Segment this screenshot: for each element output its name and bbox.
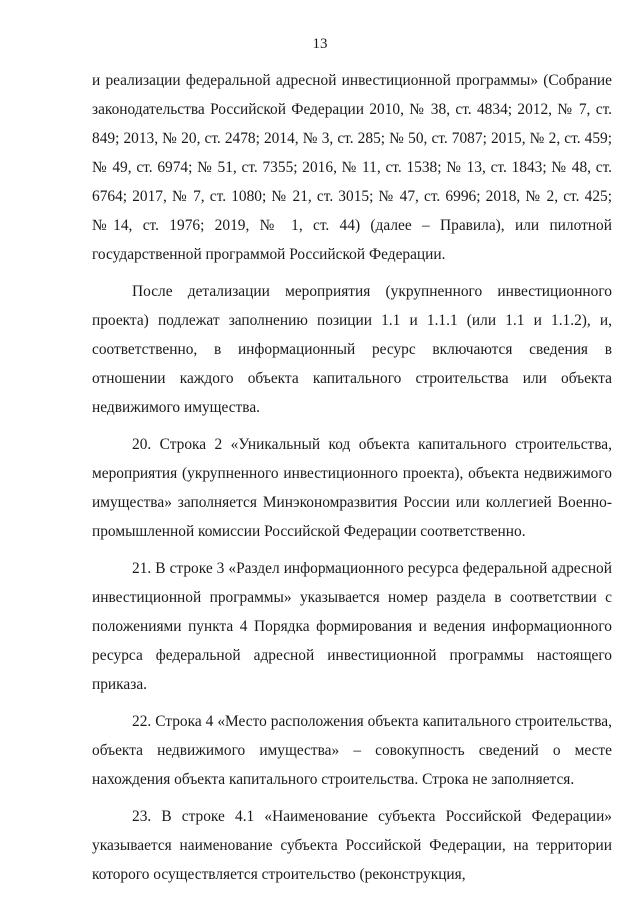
paragraph-detailing: После детализации мероприятия (укрупненного инвестиционного проекта) подлежат заполнению позиции 1.1 и 1.1.1 (или 1.1 и 1.1.2), и, соответственно, в информационный ресурс включаются сведения в отношении каждого объекта капитального строительства или объекта недвижимого имущества.: [92, 283, 612, 416]
paragraph-item-20: 20. Строка 2 «Уникальный код объекта капитального строительства, мероприятия (укрупненного инвестиционного проекта), объекта недвижимого имущества» заполняется Минэкономразвития России или коллегией Военно-промышленной комиссии Российской Федерации соответственно.: [92, 436, 612, 540]
page-number: 13: [312, 36, 328, 52]
paragraph-continuation: и реализации федеральной адресной инвестиционной программы» (Собрание законодательства Российской Федерации 2010, № 38, ст. 4834; 2012, № 7, ст. 849; 2013, № 20, ст. 2478; 2014, № 3, ст. 285; № 50, ст. 7087; 2015, № 2, ст. 459; № 49, ст. 6974; № 51, ст. 7355; 2016, № 11, ст. 1538; № 13, ст. 1843; № 48, ст. 6764; 2017, № 7, ст. 1080; № 21, ст. 3015; № 47, ст. 6996; 2018, № 2, ст. 425; №14, ст. 1976; 2019, № 1, ст. 44) (далее – Правила), или пилотной государственной программой Российской Федерации.: [92, 72, 612, 263]
document-body: [92, 66, 612, 897]
paragraph-item-23: 23. В строке 4.1 «Наименование субъекта Российской Федерации» указывается наименование субъекта Российской Федерации, на территории которого осуществляется строительство (реконструкция,: [92, 808, 612, 883]
paragraph-item-22: 22. Строка 4 «Место расположения объекта капитального строительства, объекта недвижимого имущества» – совокупность сведений о месте нахождения объекта капитального строительства. Строка не заполняется.: [92, 713, 612, 788]
paragraph-item-21: 21. В строке 3 «Раздел информационного ресурса федеральной адресной инвестиционной программы» указывается номер раздела в соответствии с положениями пункта 4 Порядка формирования и ведения информационного ресурса федеральной адресной инвестиционной программы настоящего приказа.: [92, 560, 612, 693]
